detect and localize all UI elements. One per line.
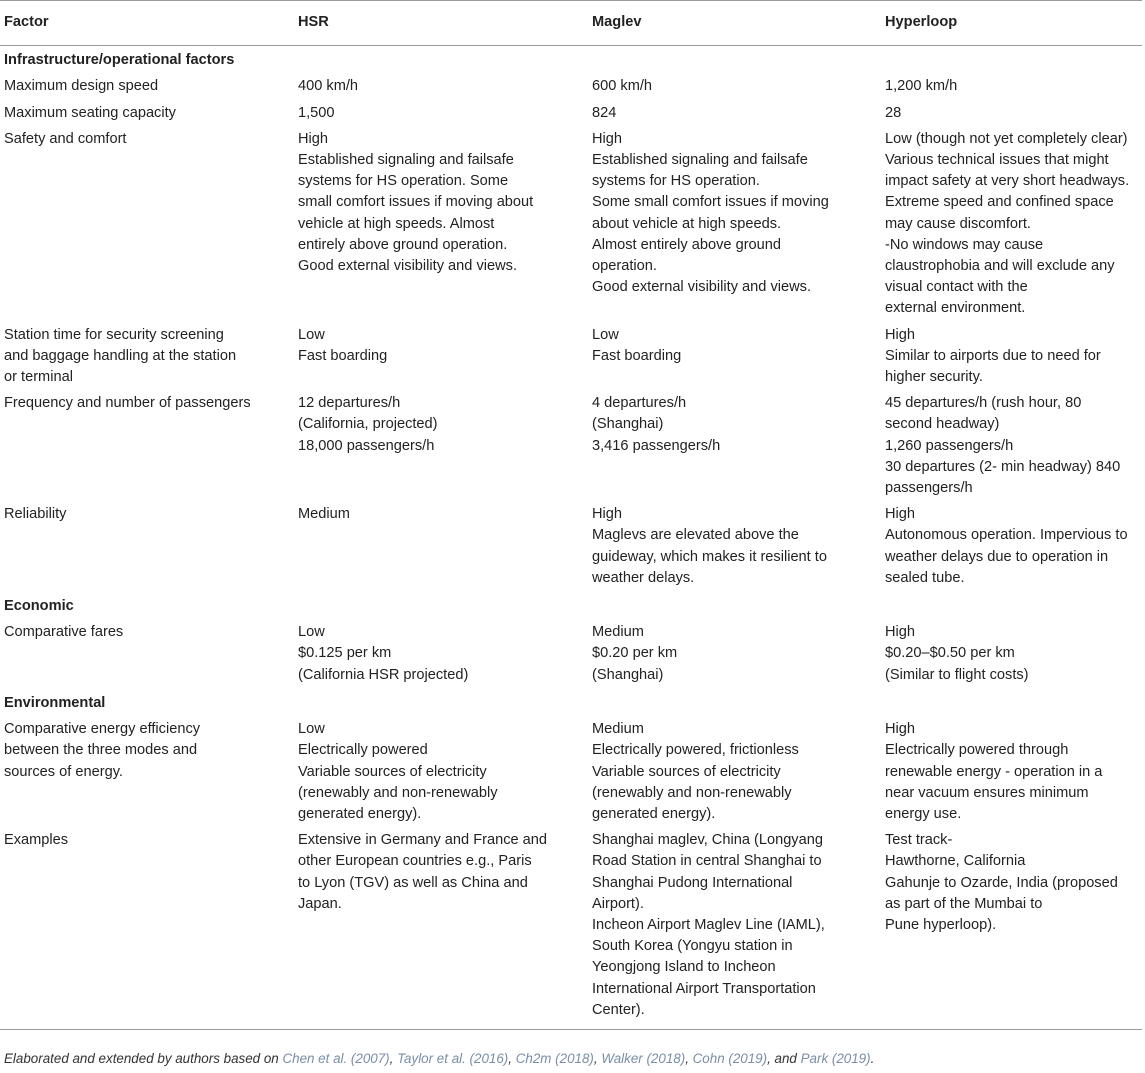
cell-line: Electrically powered through [885,742,1069,759]
cell-line: impact safety at very short headways. [885,173,1130,190]
cell-line: Hawthorne, California [885,853,1026,870]
cell-line: Good external visibility and views. [592,279,812,296]
cell-line: weather delays. [592,569,695,586]
section-title: Infrastructure/operational factors [4,52,235,69]
hyperloop-cell [881,828,1142,1029]
cell-line: High [298,130,329,147]
cell-line: systems for HS operation. [592,173,760,190]
cell-line: or terminal [4,369,73,386]
cell-line: (California HSR projected) [298,666,469,683]
factor-cell [0,828,294,1029]
cell-line: Similar to airports due to need for [885,347,1101,364]
cell-line: Extreme speed and confined space [885,194,1114,211]
cell-line: $0.125 per km [298,645,392,662]
cell-line: High [885,326,916,343]
table-body [0,46,1142,1030]
table-row [0,127,1142,323]
cell-line: Established signaling and failsafe [298,152,514,169]
cell-line: Safety and comfort [4,130,127,147]
section-row [0,592,1142,620]
section-row [0,46,1142,75]
cell-line: renewable energy - operation in a [885,763,1103,780]
factor-cell [0,502,294,592]
cell-line: International Airport Transportation [592,980,816,997]
cell-line: sources of energy. [4,763,123,780]
footnote-ref[interactable]: Walker (2018) [601,1051,686,1066]
maglev-cell [588,717,881,828]
header-hsr: HSR [294,1,588,46]
cell-line: Extensive in Germany and France and [298,832,548,849]
cell-line: may cause discomfort. [885,215,1031,232]
cell-line: Established signaling and failsafe [592,152,808,169]
cell-line: Japan. [298,895,342,912]
cell-line: Center). [592,1001,645,1018]
cell-line: Fast boarding [298,347,388,364]
cell-line: High [885,624,916,641]
factor-cell [0,391,294,502]
cell-line: (California, projected) [298,416,438,433]
table-row [0,101,1142,127]
cell-line: Pune hyperloop). [885,916,997,933]
hsr-cell [294,717,588,828]
cell-line: Medium [592,721,644,738]
table-row [0,391,1142,502]
cell-line: Some small comfort issues if moving [592,194,829,211]
cell-line: Medium [592,624,644,641]
cell-line: South Korea (Yongyu station in [592,938,793,955]
hyperloop-cell [881,101,1142,127]
cell-line: Gahunje to Ozarde, India (proposed [885,874,1118,891]
factor-cell [0,74,294,100]
cell-line: Maximum seating capacity [4,104,176,121]
cell-line: Variable sources of electricity [592,763,781,780]
hsr-cell [294,502,588,592]
cell-line: 1,260 passengers/h [885,437,1014,454]
cell-line: (Shanghai) [592,416,664,433]
cell-line: as part of the Mumbai to [885,895,1043,912]
table-footnote [4,1051,1142,1066]
cell-line: Good external visibility and views. [298,258,518,275]
section-title: Economic [4,598,74,615]
cell-line: 28 [885,104,902,121]
cell-line: entirely above ground operation. [298,236,508,253]
cell-line: Medium [298,506,350,523]
cell-line: energy use. [885,805,962,822]
cell-line: (Shanghai) [592,666,664,683]
table-row [0,620,1142,689]
cell-line: operation. [592,258,657,275]
cell-line: claustrophobia and will exclude any [885,258,1115,275]
cell-line: Autonomous operation. Impervious to [885,527,1128,544]
cell-line: second headway) [885,416,1000,433]
cell-line: Yeongjong Island to Incheon [592,959,776,976]
footnote-separator: , and [767,1051,801,1066]
footnote-separator: , [685,1051,693,1066]
cell-line: visual contact with the [885,279,1028,296]
factor-cell [0,323,294,392]
cell-line: and baggage handling at the station [4,347,237,364]
maglev-cell [588,127,881,323]
cell-line: 18,000 passengers/h [298,437,435,454]
cell-line: Various technical issues that might [885,152,1109,169]
maglev-cell [588,391,881,502]
cell-line: 824 [592,104,617,121]
footnote-separator: , [389,1051,398,1066]
cell-line: Electrically powered [298,742,428,759]
hyperloop-cell [881,717,1142,828]
cell-line: vehicle at high speeds. Almost [298,215,495,232]
cell-line: Low (though not yet completely clear) [885,130,1128,147]
maglev-cell [588,101,881,127]
footnote-prefix: Elaborated and extended by authors based on [4,1051,283,1066]
cell-line: 4 departures/h [592,395,687,412]
header-maglev: Maglev [588,1,881,46]
cell-line: near vacuum ensures minimum [885,784,1089,801]
cell-line: Variable sources of electricity [298,763,487,780]
maglev-cell [588,74,881,100]
cell-line: small comfort issues if moving about [298,194,534,211]
cell-line: Low [298,326,325,343]
maglev-cell [588,323,881,392]
footnote-ref[interactable]: Ch2m (2018) [515,1051,594,1066]
cell-line: High [592,130,623,147]
cell-line: Electrically powered, frictionless [592,742,799,759]
cell-line: $0.20–$0.50 per km [885,645,1015,662]
cell-line: High [885,721,916,738]
cell-line: external environment. [885,300,1026,317]
table-row [0,717,1142,828]
cell-line: Airport). [592,895,644,912]
cell-line: other European countries e.g., Paris [298,853,532,870]
cell-line: Shanghai maglev, China (Longyang [592,832,823,849]
cell-line: Fast boarding [592,347,682,364]
cell-line: Low [592,326,619,343]
section-title: Environmental [4,694,106,711]
maglev-cell [588,620,881,689]
cell-line: generated energy). [592,805,716,822]
cell-line: Examples [4,832,69,849]
cell-line: Shanghai Pudong International [592,874,793,891]
cell-line: (Similar to flight costs) [885,666,1029,683]
cell-line: 400 km/h [298,78,359,95]
cell-line: Comparative energy efficiency [4,721,201,738]
section-row [0,689,1142,717]
cell-line: 1,200 km/h [885,78,958,95]
hsr-cell [294,620,588,689]
cell-line: Station time for security screening [4,326,224,343]
cell-line: Comparative fares [4,624,124,641]
hyperloop-cell [881,323,1142,392]
cell-line: to Lyon (TGV) as well as China and [298,874,528,891]
cell-line: 600 km/h [592,78,653,95]
cell-line: Almost entirely above ground [592,236,782,253]
footnote-ref[interactable]: Park (2019) [800,1051,871,1066]
cell-line: weather delays due to operation in [885,548,1109,565]
cell-line: (renewably and non-renewably [298,784,498,801]
maglev-cell [588,828,881,1029]
cell-line: higher security. [885,369,983,386]
cell-line: Frequency and number of passengers [4,395,251,412]
hyperloop-cell [881,502,1142,592]
hyperloop-cell [881,127,1142,323]
factor-cell [0,717,294,828]
cell-line: sealed tube. [885,569,965,586]
footnote-separator: , [593,1051,602,1066]
cell-line: -No windows may cause [885,236,1044,253]
cell-line: $0.20 per km [592,645,678,662]
table-row [0,74,1142,100]
table-header [0,1,1142,46]
cell-line: 12 departures/h [298,395,401,412]
footnote-ref[interactable]: Cohn (2019) [692,1051,768,1066]
cell-line: Road Station in central Shanghai to [592,853,822,870]
cell-line: Reliability [4,506,67,523]
hsr-cell [294,323,588,392]
cell-line: 30 departures (2- min headway) 840 [885,458,1121,475]
cell-line: between the three modes and [4,742,198,759]
cell-line: systems for HS operation. Some [298,173,509,190]
cell-line: about vehicle at high speeds. [592,215,782,232]
hsr-cell [294,101,588,127]
hyperloop-cell [881,620,1142,689]
cell-line: 45 departures/h (rush hour, 80 [885,395,1082,412]
footnote-ref[interactable]: Chen et al. (2007) [282,1051,390,1066]
footnote-ref[interactable]: Taylor et al. (2016) [397,1051,509,1066]
header-hyperloop: Hyperloop [881,1,1142,46]
hsr-cell [294,127,588,323]
cell-line: 3,416 passengers/h [592,437,721,454]
table-row [0,323,1142,392]
hsr-cell [294,74,588,100]
cell-line: Incheon Airport Maglev Line (IAML), [592,916,825,933]
cell-line: passengers/h [885,480,973,497]
cell-line: Low [298,721,325,738]
hsr-cell [294,828,588,1029]
cell-line: High [592,506,623,523]
cell-line: Maximum design speed [4,78,159,95]
maglev-cell [588,502,881,592]
cell-line: (renewably and non-renewably [592,784,792,801]
factor-cell [0,127,294,323]
header-row [0,1,1142,46]
cell-line: 1,500 [298,104,335,121]
table-row [0,828,1142,1029]
footnote-separator: . [870,1051,875,1066]
table-row [0,502,1142,592]
cell-line: Test track- [885,832,953,849]
factor-cell [0,101,294,127]
hsr-cell [294,391,588,502]
footnote-separator: , [508,1051,516,1066]
cell-line: High [885,506,916,523]
cell-line: Maglevs are elevated above the [592,527,799,544]
header-factor: Factor [0,1,294,46]
cell-line: guideway, which makes it resilient to [592,548,827,565]
cell-line: Low [298,624,325,641]
hyperloop-cell [881,391,1142,502]
cell-line: generated energy). [298,805,422,822]
hyperloop-cell [881,74,1142,100]
factor-cell [0,620,294,689]
